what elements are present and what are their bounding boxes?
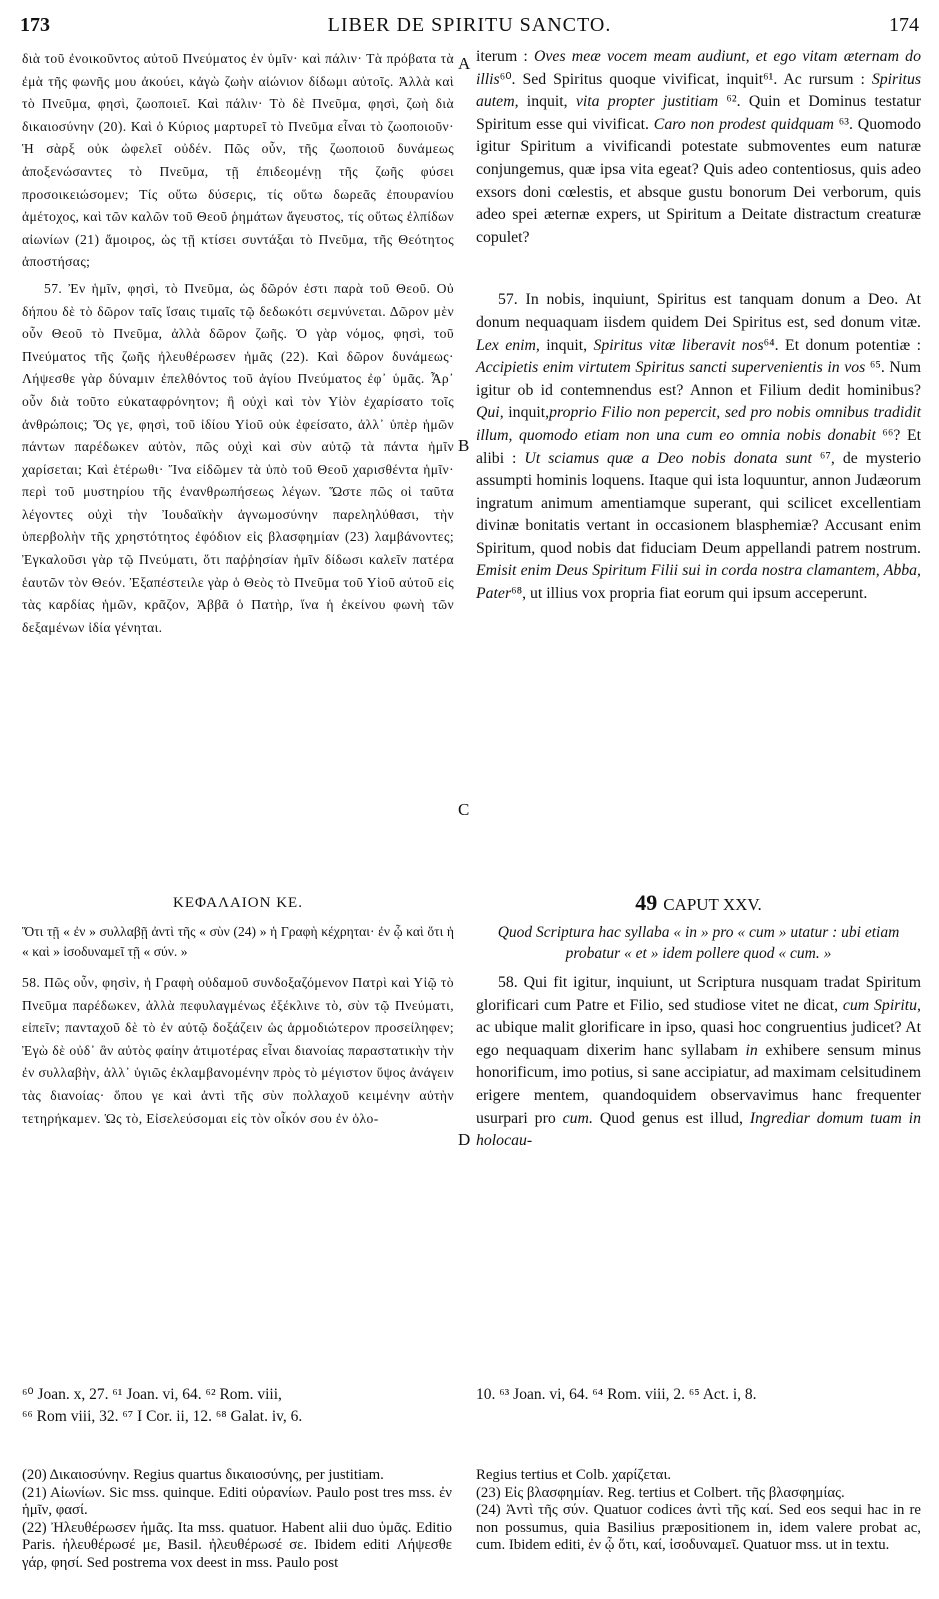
note-24: (24) Ἀντὶ τῆς σύν. Quatuor codices ἀντὶ τῆς καί. Sed eos sequi hac in re non possumus, quia Basilius præpositionem in, idem valere probat ac, cum. Ibidem editi, ἐν ᾧ ὅτι, καί, ἰσοδυναμεῖ. Quatuor mss. ut in textu. [476,1502,921,1554]
latin-paragraph-57: 57. In nobis, inquiunt, Spiritus est tanquam donum a Deo. At donum nequaquam iisdem quidem Dei Spiritus est, sed donum vitæ. Lex enim, inquit, Spiritus vitæ liberavit nos⁶⁴. Et donum potentiæ : Accipietis enim virtutem Spiritus sancti supervenientis in vos ⁶⁵. Num igitur ob id contemnendus est? Annon et Filium dedit hominibus? Qui, inquit,proprio Filio non pepercit, sed pro nobis omnibus tradidit illum, quomodo etiam non una cum eo omnia nobis donabit ⁶⁶? Et alibi : Ut sciamus quæ a Deo nobis donata sunt ⁶⁷, de mysterio assumpti hominis loquens. Itaque qui ista loquuntur, annon Judæorum ingratum animum amentiamque superant, qui scilicet excellentiam divinæ bonitatis vertant in occasionem blasphemiæ? Accusant enim Spiritum, quod nobis dat fiduciam Deum appellandi patrem nostrum. Emisit enim Deus Spiritum Filii sui in corda nostra clamantem, Abba, Pater⁶⁸, ut illius vox propria fiat eorum qui ipsum acceperunt. [476,291,921,603]
margin-letter-c: C [458,800,470,819]
refs-line-1-left: ⁶⁰ Joan. x, 27. ⁶¹ Joan. vi, 64. ⁶² Rom. viii, [22,1386,282,1403]
scripture-references [22,1384,922,1428]
chapter-summary-latin: Quod Scriptura hac syllaba « in » pro « cum » utatur : ubi etiam probatur « et » idem pollere quod « cum. » [497,924,900,962]
latin-column-top [476,46,921,606]
running-title: LIBER DE SPIRITU SANCTO. [327,14,612,36]
chapter-summary-greek: Ὅτι τῇ « ἐν » συλλαβῇ ἀντὶ τῆς « σὺν (24) » ἡ Γραφὴ κέχρηται· ἐν ᾧ καὶ ὅτι ἡ « καὶ » ἰσοδυναμεῖ τῇ « σύν. » [22,924,454,959]
note-20: (20) Δικαιοσύνην. Regius quartus δικαιοσύνης, per justitiam. [22,1467,384,1483]
chapter-title-greek: ΚΕΦΑΛΑΙΟΝ ΚΕ. [173,895,303,911]
refs-line-2: ⁶⁶ Rom viii, 32. ⁶⁷ I Cor. ii, 12. ⁶⁸ Galat. iv, 6. [22,1408,303,1425]
margin-letter-d: D [458,1130,471,1149]
note-21: (21) Αἰωνίων. Sic mss. quinque. Editi οὐρανίων. Paulo post tres mss. ἐν ἡμῖν, φασί. [22,1484,452,1519]
running-header [20,14,919,42]
notes-left [22,1467,452,1573]
page-number-left: 173 [20,14,50,36]
chapter-title-latin: 49 CAPUT XXV. [635,890,762,915]
margin-letter-a: A [458,54,471,73]
note-22: (22) Ἠλευθέρωσεν ἡμᾶς. Ita mss. quatuor. Habent alii duo ὑμᾶς. Editio Paris. ἠλευθέρωσέ με, Basil. ἠλευθέρωσέ σε. Ibidem editi Λήψεσθε γάρ, φησί. Sed postrema vox deest in mss. Paulo post [22,1519,452,1571]
note-22-continued: Regius tertius et Colb. χαρίζεται. [476,1467,672,1483]
greek-paragraph-58: 58. Πῶς οὖν, φησὶν, ἡ Γραφὴ οὐδαμοῦ συνδοξαζόμενον Πατρὶ καὶ Υἱῷ τὸ Πνεῦμα παρέδωκεν, ἀλλὰ πεφυλαγμένως ἐξέκλινε τὸ, σὺν τῷ Πνεύματι, εἰπεῖν; πανταχοῦ δὲ τὸ ἐν αὐτῷ δοξάζειν ὡς ἁρμοδιώτερον προσείληφεν; Ἐγὼ δὲ οὐδ᾽ ἂν αὐτὸς φαίην ἀτιμοτέρας εἶναι διανοίας παραστατικὴν τὴν ἐν συλλαβὴν, ἀλλ᾽ ὑγιῶς ἐκλαμβανομένην πρὸς τὸ μέγιστον ὕψος ἀνάγειν τὰς διανοίας· ὅπου γε καὶ ἀντὶ τῆς σὺν πολλαχοῦ κειμένην αὐτὴν τετηρήκαμεν. Ὡς τὸ, Εἰσελεύσομαι εἰς τὸν οἶκόν σου ἐν ὁλο- [22,975,454,1126]
note-23: (23) Εἰς βλασφημίαν. Reg. tertius et Colbert. τῆς βλασφημίας. [476,1484,845,1501]
page-number-right: 174 [889,14,919,36]
greek-paragraph-57: 57. Ἐν ἡμῖν, φησὶ, τὸ Πνεῦμα, ὡς δῶρόν ἐστι παρὰ τοῦ Θεοῦ. Οὐ δήπου δὲ τὸ δῶρον ταῖς ἴσαις τιμαῖς τῷ δεδωκότι σεμνύνεται. Δῶρον μὲν οὖν Θεοῦ τὸ Πνεῦμα, ἀλλὰ δῶρον ζωῆς. Ὁ γὰρ νόμος, φησὶ, τοῦ Πνεύματος τῆς ζωῆς ἠλευθέρωσεν ἡμᾶς (22). Καὶ δῶρον δυνάμεως· Λήψεσθε γὰρ δύναμιν ἐπελθόντος τοῦ ἁγίου Πνεύματος ἐφ᾽ ὑμᾶς. Ἆρ᾽ οὖν διὰ τοῦτο εὐκαταφρόνητον; ἢ οὐχὶ καὶ τὸν Υἱὸν ἐχαρίσατο τοῖς ἀνθρώποις; Ὅς γε, φησὶ, τοῦ ἰδίου Υἱοῦ οὐκ ἐφείσατο, ἀλλ᾽ ὑπὲρ ἡμῶν πάντων παρέδωκεν αὐτὸν, πῶς οὐχὶ καὶ σὺν αὐτῷ τὰ πάντα ἡμῖν χαρίσεται; Καὶ ἑτέρωθι· Ἵνα εἰδῶμεν τὰ ὑπὸ τοῦ Θεοῦ χαρισθέντα ἡμῖν· περὶ τοῦ μυστηρίου τῆς ἐνανθρωπήσεως λέγων. Ὥστε πῶς οἱ ταῦτα λέγοντες οὐχὶ τὴν Ἰουδαϊκὴν ἀγνωμοσύνην παρεληλύθασι, τὴν ὑπερβολὴν τῆς χρηστότητος ἐφόδιον εἰς βλασφημίαν (23) λαμβάνοντες; Ἐγκαλοῦσι γὰρ τῷ Πνεύματι, ὅτι παῤῥησίαν ἡμῖν δίδωσι καλεῖν πατέρα ἑαυτῶν τὸν Θεόν. Ἐξαπέστειλε γὰρ ὁ Θεὸς τὸ Πνεῦμα τοῦ Υἱοῦ αὐτοῦ εἰς τὰς καρδίας ἡμῶν, κρᾶζον, Ἀββᾶ ὁ Πατὴρ, ἵνα ἡ ἐκείνου φωνὴ τῶν δεξαμένων ἰδία γένηται. [22,280,454,635]
refs-line-1-right: 10. ⁶³ Joan. vi, 64. ⁶⁴ Rom. viii, 2. ⁶⁵ Act. i, 8. [476,1386,757,1403]
notes-right [476,1467,921,1555]
chapter-number: 49 [635,890,658,915]
greek-paragraph-56: διὰ τοῦ ἐνοικοῦντος αὐτοῦ Πνεύματος ἐν ὑμῖν· καὶ πάλιν· Τὰ πρόβατα τὰ ἐμὰ τῆς φωνῆς μου ἀκούει, κἀγὼ ζωὴν αἰώνιον δίδωμι αὐτοῖς. Ἀλλὰ καὶ τὸ Πνεῦμα, φησὶ, ζωοποιεῖ. Καὶ πάλιν· Τὸ δὲ Πνεῦμα, φησὶ, ζωὴ διὰ δικαιοσύνην (20). Καὶ ὁ Κύριος μαρτυρεῖ τὸ Πνεῦμα εἶναι τὸ ζωοποιοῦν· Ἡ σὰρξ οὐκ ὠφελεῖ οὐδέν. Πῶς οὖν, τῆς ζωοποιοῦ δυνάμεως ἀποξενώσαντες τὸ Πνεῦμα, τῇ ἐπιδεομένῃ τῆς ζωῆς φύσει προσοικειώσομεν; Τίς οὕτω δύσερις, τίς οὕτω δωρεᾶς ἐπουρανίου ἀμέτοχος, καὶ τῶν καλῶν τοῦ Θεοῦ ῥημάτων ἄγευστος, τίς οὕτως ἐλπίδων αἰωνίων (21) ἄμοιρος, ὡς τῇ κτίσει συντάξαι τὸ Πνεῦμα, τῆς Θεότητος ἀποστήσας; [22,51,454,270]
latin-paragraph-58: 58. Qui fit igitur, inquiunt, ut Scriptura nusquam tradat Spiritum glorificari cum Patre et Filio, sed studiose vitet ne dicat, cum Spiritu, ac ubique malit glorificare in ipso, quasi hoc congruentius judicet? At ego nequaquam dixerim hanc syllabam in exhibere sensum minus honorificum, imo potius, si sane accipiatur, ad maximam celsitudinem erigere mentem, quandoquidem observavimus hanc frequenter usurpari pro cum. Quod genus est illud, Ingrediar domum tuam in holocau- [476,974,921,1150]
margin-letter-b: B [458,436,470,455]
greek-column-top [22,48,454,639]
latin-paragraph-56: iterum : Oves meæ vocem meam audiunt, et ego vitam æternam do illis⁶⁰. Sed Spiritus quoque vivificat, inquit⁶¹. Ac rursum : Spiritus autem, inquit, vita propter justitiam ⁶². Quin et Dominus testatur Spiritum esse qui vivificat. Caro non prodest quidquam ⁶³. Quomodo igitur Spiritum a vivificandi potestate submoventes eum naturæ conjungemus, quæ ipsa vita egeat? Quis adeo contentiosus, quis adeo exsors doni cœlestis, et absque gustu bonorum Dei verborum, quis adeo spei æternæ expers, ut Spiritum a Deitate distractum creaturæ copulet? [476,48,921,246]
